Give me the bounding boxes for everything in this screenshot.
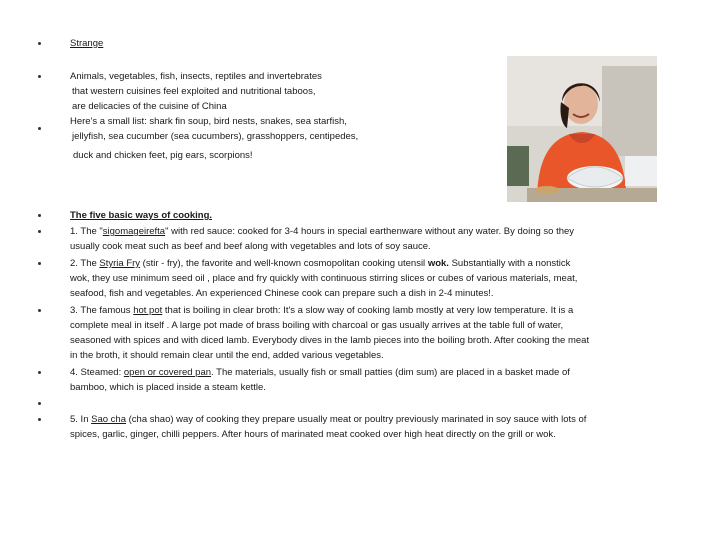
- text-line: spices, garlic, ginger, chilli peppers. After hours of marinated meat cooked over high heat directly on the grill or wok.: [70, 429, 556, 440]
- bullet-marker: [37, 121, 43, 136]
- text-span: 3. The famous: [70, 305, 134, 316]
- cooking-item-4: [70, 365, 570, 395]
- underlined-term: Styria Fry: [99, 258, 141, 269]
- bold-term: wok.: [427, 258, 449, 269]
- text-line: that western cuisines feel exploited and nutritional taboos,: [72, 86, 316, 97]
- text-span: (stir - fry), the favorite and well-known cosmopolitan cooking utensil: [140, 258, 428, 269]
- bullet-marker: [37, 412, 43, 427]
- text-line: seafood, fish and vegetables. An experienced Chinese cook can prepare such a dish in 2-4 minutes!.: [70, 288, 494, 299]
- text-line: Here's a small list: shark fin soup, bird nests, snakes, sea starfish,: [70, 116, 347, 127]
- text-span: 1. The ": [70, 226, 103, 237]
- text-span: Substantially with a nonstick: [448, 258, 571, 269]
- cooking-item-3: [70, 303, 589, 363]
- bullet-marker: [37, 365, 43, 380]
- text-line: complete meal in itself . A large pot made of brass boiling with charcoal or gas usually arrives at the table full of water,: [70, 320, 564, 331]
- text-span: 5. In: [70, 414, 92, 425]
- cooking-item-1: [70, 224, 574, 254]
- text-span: (cha shao) way of cooking they prepare usually meat or poultry previously marinated in soy sauce with lots of: [126, 414, 587, 425]
- text-span: 2. The: [70, 258, 100, 269]
- text-line: are delicacies of the cuisine of China: [72, 101, 227, 112]
- bullet-marker: [37, 69, 43, 84]
- bullet-marker: [37, 208, 43, 223]
- bullet-marker: [37, 396, 43, 411]
- text-span: " with red sauce: cooked for 3-4 hours in special earthenware without any water. By doing so they: [165, 226, 575, 237]
- underlined-term: hot pot: [133, 305, 163, 316]
- bullet-marker: [37, 303, 43, 318]
- strange-intro-paragraph: [70, 69, 358, 163]
- section-heading-cooking-ways: The five basic ways of cooking.: [70, 210, 213, 221]
- underlined-term: sigomageirefta: [102, 226, 166, 237]
- text-line: usually cook meat such as beef and beef along with vegetables and lots of soy sauce.: [70, 241, 431, 252]
- underlined-term: Sao cha: [91, 414, 126, 425]
- bullet-marker: [37, 36, 43, 51]
- text-line: Animals, vegetables, fish, insects, reptiles and invertebrates: [70, 71, 322, 82]
- text-span: . The materials, usually fish or small patties (dim sum) are placed in a basket made of: [211, 367, 570, 378]
- cooking-item-5: [70, 412, 586, 442]
- section-heading-strange: Strange: [70, 38, 104, 49]
- text-line: seasoned with spices and with diced lamb. Everybody dives in the lamb pieces into the boiling broth. After cooking the meat: [70, 335, 590, 346]
- woman-cooking-photo: [507, 56, 657, 202]
- text-line: in the broth, it should remain clear until the end, added various vegetables.: [70, 350, 384, 361]
- cooking-item-2: [70, 256, 577, 301]
- text-line: wok, they use minimum seed oil , place and fry quickly with continuous stirring slices or cubes of various materials, meat,: [70, 273, 578, 284]
- bullet-marker: [37, 256, 43, 271]
- text-span: 4. Steamed:: [70, 367, 124, 378]
- underlined-term: open or covered pan: [123, 367, 212, 378]
- text-line: jellyfish, sea cucumber (sea cucumbers), grasshoppers, centipedes,: [72, 131, 359, 142]
- text-line: duck and chicken feet, pig ears, scorpions!: [73, 150, 253, 161]
- text-line: bamboo, which is placed inside a steam kettle.: [70, 382, 266, 393]
- bullet-marker: [37, 224, 43, 239]
- text-span: that is boiling in clear broth: It's a slow way of cooking lamb mostly at very low temperature. It is a: [162, 305, 574, 316]
